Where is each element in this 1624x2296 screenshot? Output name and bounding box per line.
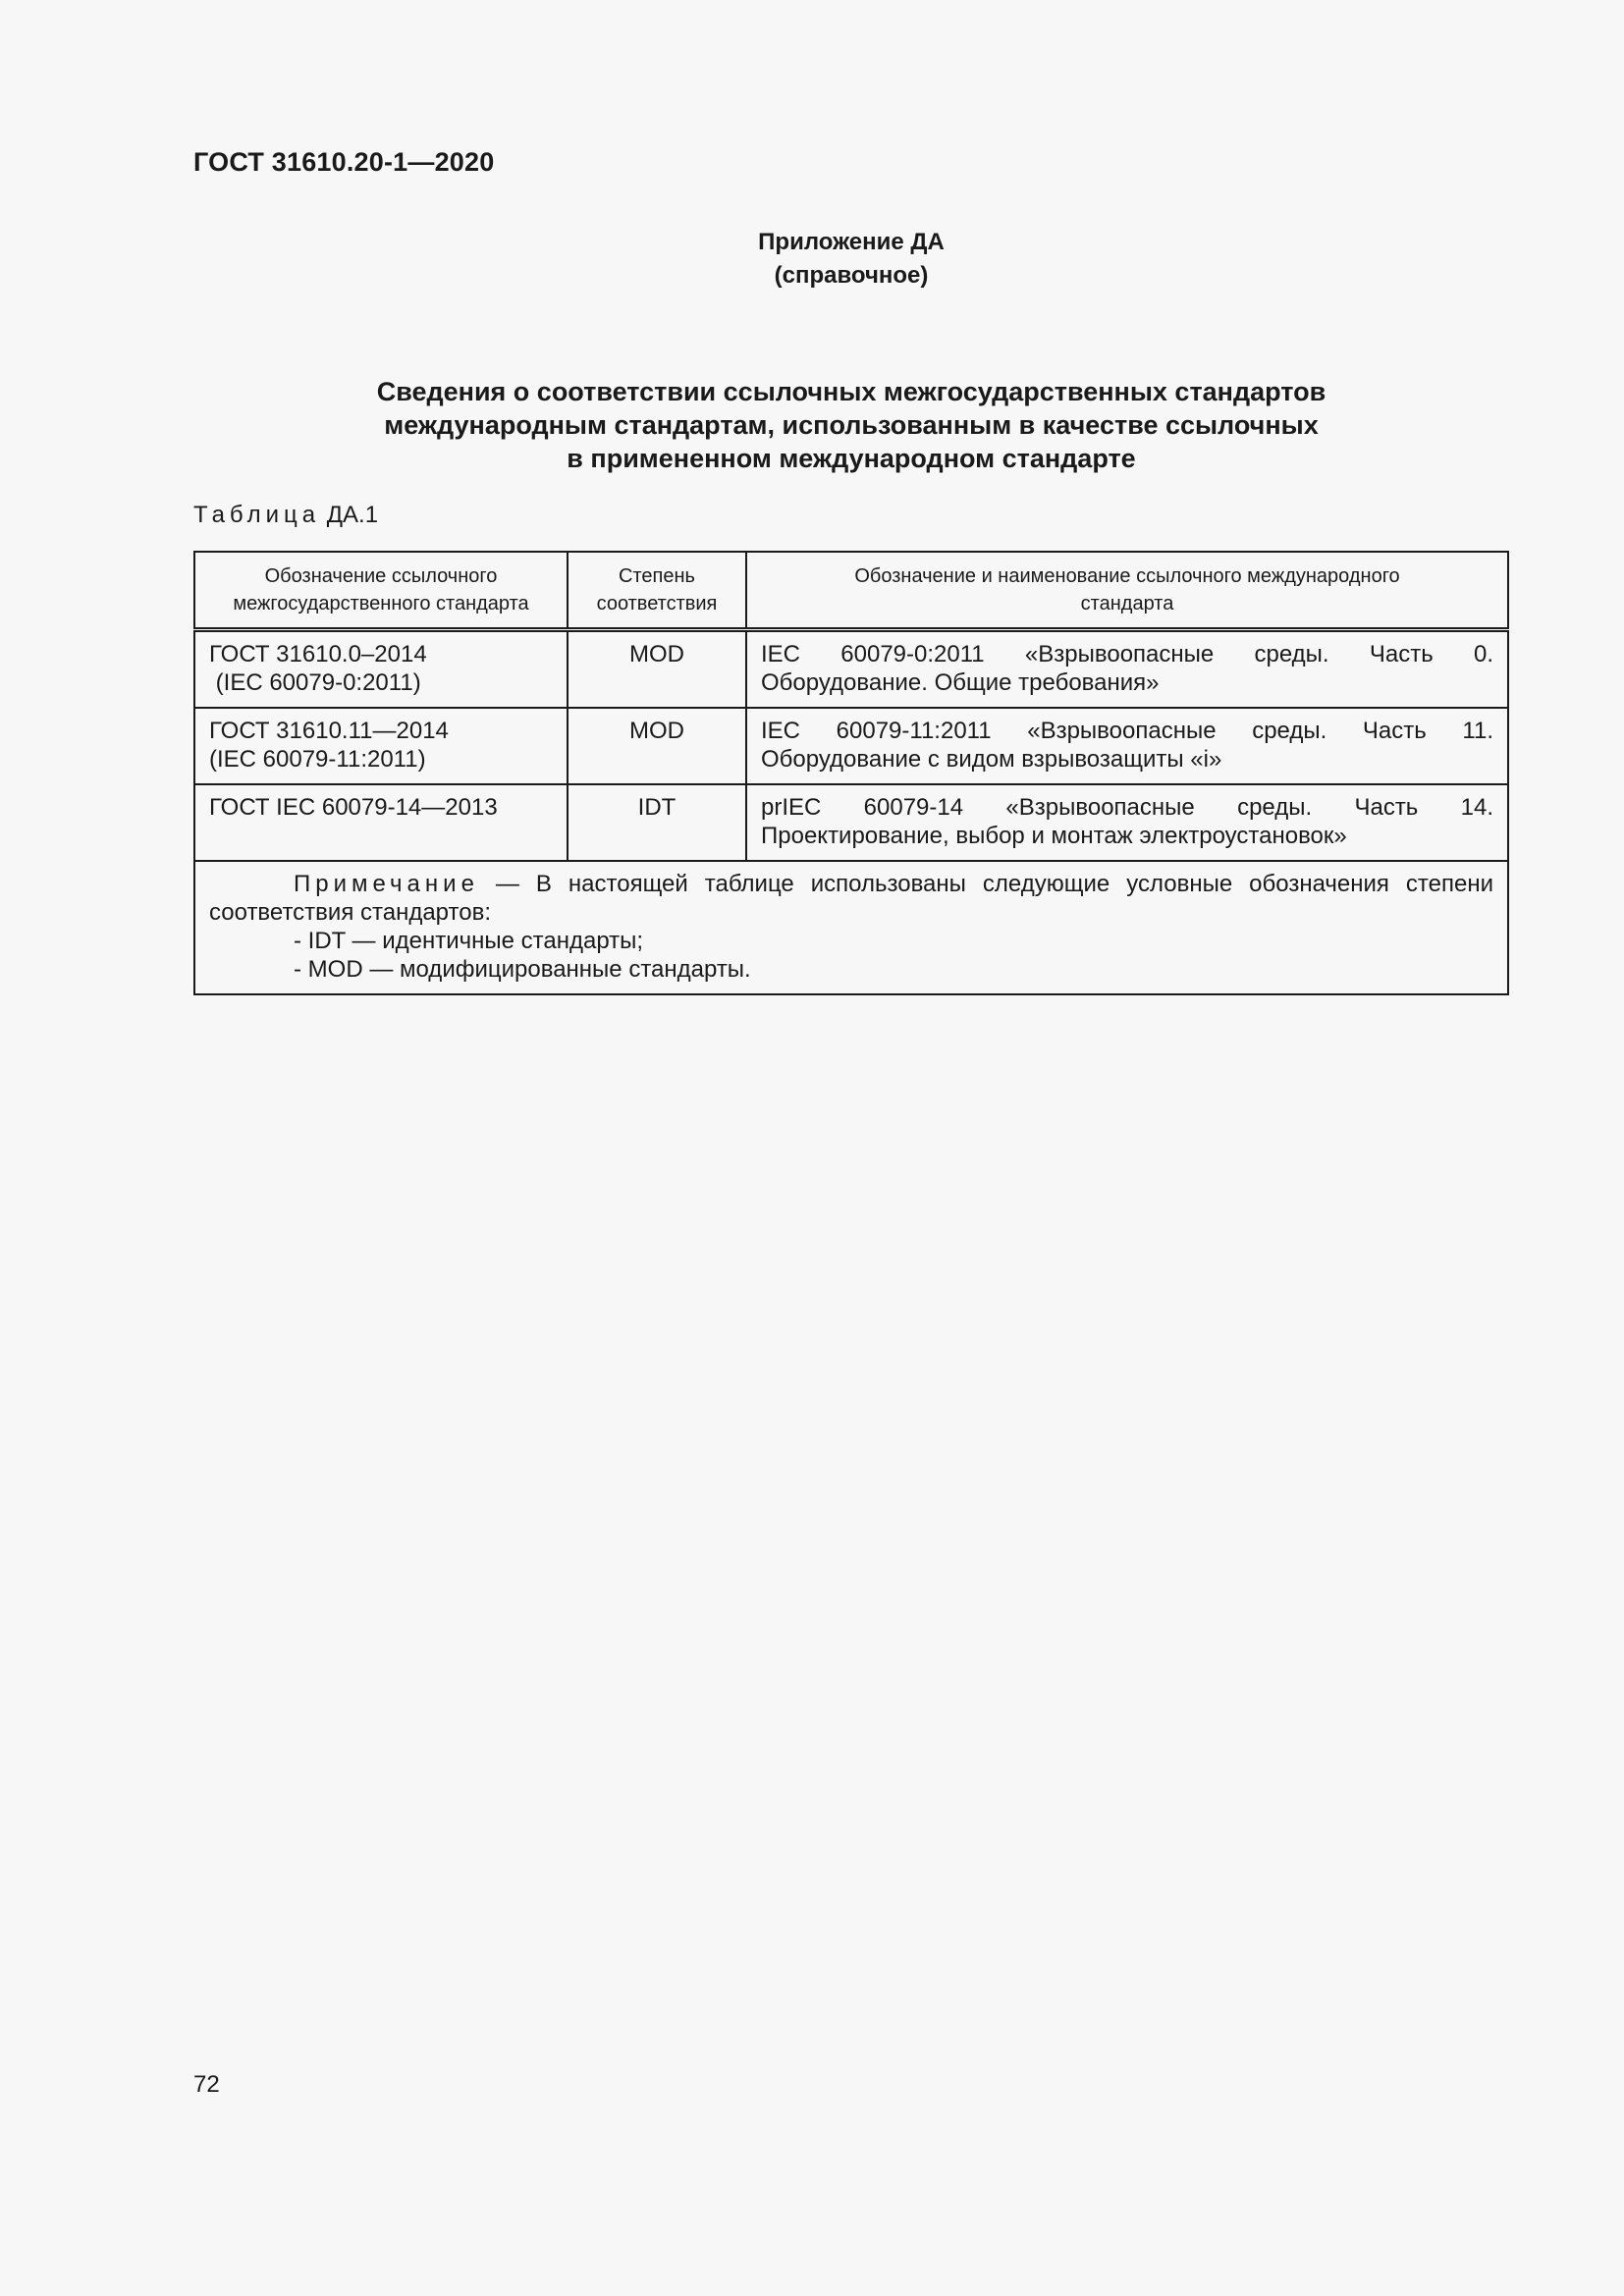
cell-international: prIEC 60079-14 «Взрывоопасные среды. Часть 14. Проектирование, выбор и монтаж электроустановок» [746,784,1508,861]
table-note-row [194,861,1508,994]
section-title [193,375,1509,475]
designation-line: ГОСТ IEC 60079-14—2013 [209,794,498,821]
cell-degree: IDT [568,784,746,861]
cell-designation [194,784,568,861]
standards-table [193,551,1509,995]
table-header-row [194,552,1508,630]
note-label: Примечание [294,871,479,897]
header-line: Степень [619,565,695,587]
cell-international: IEC 60079-0:2011 «Взрывоопасные среды. Часть 0. Оборудование. Общие требования» [746,630,1508,709]
column-header-degree [568,552,746,630]
header-line: Обозначение и наименование ссылочного международного [854,565,1400,587]
table-row [194,708,1508,784]
table-row [194,784,1508,861]
column-header-international [746,552,1508,630]
cell-international: IEC 60079-11:2011 «Взрывоопасные среды. Часть 11. Оборудование с видом взрывозащиты «i» [746,708,1508,784]
table-caption [193,502,378,529]
designation-line: (IEC 60079-11:2011) [209,746,426,773]
designation-line: ГОСТ 31610.0–2014 [209,641,427,667]
table-row [194,630,1508,709]
table-caption-number: ДА.1 [326,502,379,528]
section-title-line: международным стандартам, использованным в качестве ссылочных [384,410,1319,440]
header-line: межгосударственного стандарта [233,593,529,614]
header-line: стандарта [1080,593,1174,614]
cell-degree: MOD [568,708,746,784]
note-paragraph [209,870,1493,927]
appendix-heading [0,226,1624,293]
appendix-title: Приложение ДА [758,229,945,255]
note-text: — В настоящей таблице использованы следующие условные обозначения степени соответствия стандартов: [209,871,1493,926]
cell-degree: MOD [568,630,746,709]
page-number: 72 [193,2071,220,2098]
note-item: - MOD — модифицированные стандарты. [294,956,751,983]
note-item: - IDT — идентичные стандарты; [294,928,644,954]
column-header-designation [194,552,568,630]
cell-designation [194,708,568,784]
section-title-line: в примененном международном стандарте [567,444,1136,473]
header-line: Обозначение ссылочного [264,565,498,587]
cell-designation [194,630,568,709]
designation-line: ГОСТ 31610.11—2014 [209,718,449,744]
table-caption-prefix: Таблица [193,502,321,528]
header-line: соответствия [596,593,718,614]
designation-line: (IEC 60079-0:2011) [209,669,421,696]
appendix-subtitle: (справочное) [774,262,929,289]
document-code: ГОСТ 31610.20-1—2020 [193,147,495,177]
section-title-line: Сведения о соответствии ссылочных межгосударственных стандартов [376,377,1326,406]
table-note [194,861,1508,994]
